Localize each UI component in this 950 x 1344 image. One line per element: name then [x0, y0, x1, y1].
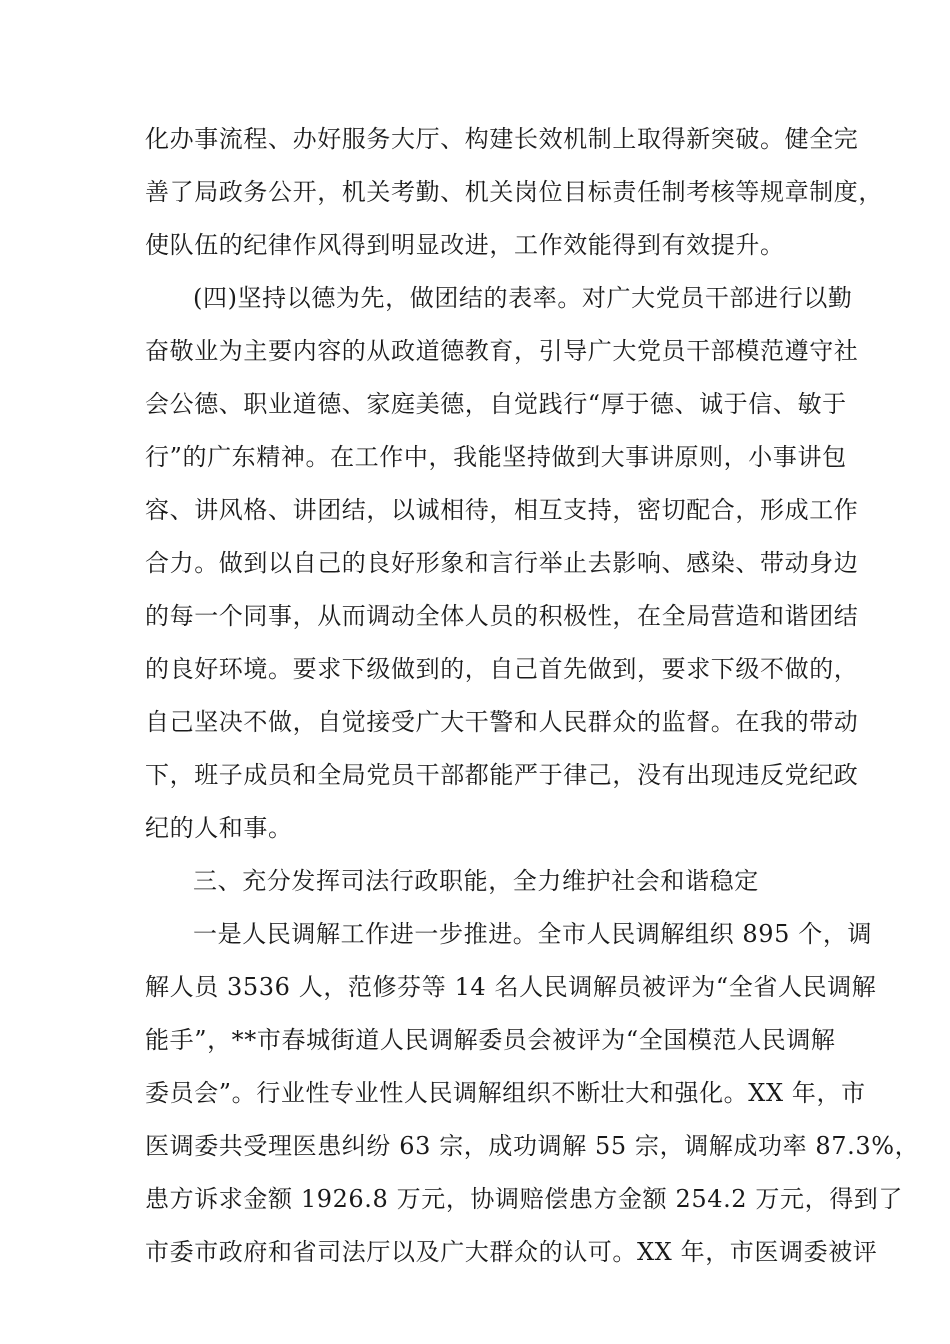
text-line: 的每一个同事，从而调动全体人员的积极性，在全局营造和谐团结: [145, 602, 859, 630]
text-line: 自己坚决不做，自觉接受广大干警和人民群众的监督。在我的带动: [145, 708, 859, 736]
text-line: 奋敬业为主要内容的从政道德教育，引导广大党员干部模范遵守社: [145, 337, 859, 365]
text-line: 患方诉求金额 1926.8 万元，协调赔偿患方金额 254.2 万元，得到了: [145, 1185, 903, 1213]
text-line: 善了局政务公开，机关考勤、机关岗位目标责任制考核等规章制度，: [145, 178, 883, 206]
text-line: 使队伍的纪律作风得到明显改进，工作效能得到有效提升。: [145, 231, 785, 259]
text-line: 市委市政府和省司法厅以及广大群众的认可。XX 年，市医调委被评: [145, 1238, 878, 1266]
text-line: 一是人民调解工作进一步推进。全市人民调解组织 895 个，调: [193, 920, 873, 948]
section-heading: 三、充分发挥司法行政职能，全力维护社会和谐稳定: [193, 867, 759, 895]
text-line: 会公德、职业道德、家庭美德，自觉践行“厚于德、诚于信、敏于: [145, 390, 847, 418]
text-line: 解人员 3536 人，范修芬等 14 名人民调解员被评为“全省人民调解: [145, 973, 877, 1001]
paragraph-heading-line: (四)坚持以德为先，做团结的表率。对广大党员干部进行以勤: [193, 284, 853, 312]
text-line: 行”的广东精神。在工作中，我能坚持做到大事讲原则，小事讲包: [145, 443, 847, 471]
text-line: 能手”，**市春城街道人民调解委员会被评为“全国模范人民调解: [145, 1026, 836, 1054]
text-line: 纪的人和事。: [145, 814, 293, 842]
text-line: 化办事流程、办好服务大厅、构建长效机制上取得新突破。健全完: [145, 125, 859, 153]
text-line: 医调委共受理医患纠纷 63 宗，成功调解 55 宗，调解成功率 87.3%，: [145, 1132, 920, 1160]
text-line: 合力。做到以自己的良好形象和言行举止去影响、感染、带动身边: [145, 549, 859, 577]
text-line: 的良好环境。要求下级做到的，自己首先做到，要求下级不做的，: [145, 655, 859, 683]
text-line: 下，班子成员和全局党员干部都能严于律己，没有出现违反党纪政: [145, 761, 859, 789]
text-line: 委员会”。行业性专业性人民调解组织不断壮大和强化。XX 年，市: [145, 1079, 866, 1107]
text-line: 容、讲风格、讲团结，以诚相待，相互支持，密切配合，形成工作: [145, 496, 859, 524]
